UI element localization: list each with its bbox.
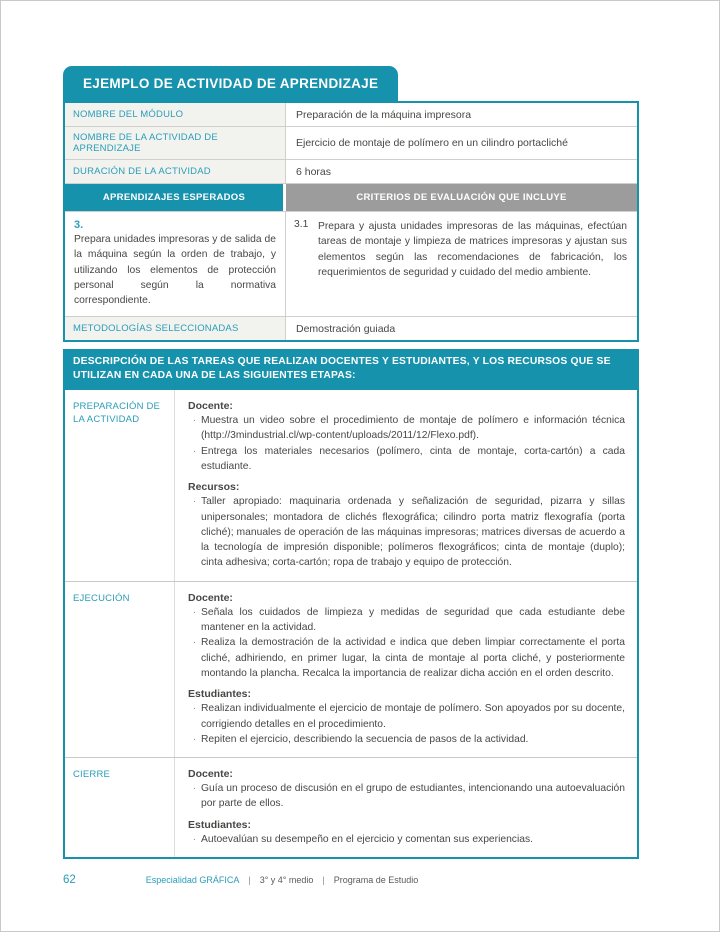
table-row-activity-name [65,127,637,160]
bullet-item [188,605,625,636]
bullet-icon: · [192,606,197,618]
bullet-icon: · [192,445,197,457]
methodologies-value: Demostración guiada [296,322,396,335]
bullet-text: Autoevalúan su desempeño en el ejercicio y comentan sus experiencias. [201,833,533,845]
bullet-icon: · [192,703,197,715]
expected-learning-header: APRENDIZAJES ESPERADOS [65,184,286,211]
bullet-text: Realiza la demostración de la actividad e indica que deben limpiar correctamente el porta cliché, adhiriendo, en primer lugar, la cinta de montaje al porta cliché, y posteriormente montando la plancha. Recalca la importancia de realizar dicha acción en el orden descrito. [201,637,625,679]
activity-info-table [63,101,639,342]
group-heading: Recursos: [188,481,240,494]
table-row-duration [65,160,637,184]
expected-learning-cell [65,212,286,316]
activity-title-tab: EJEMPLO DE ACTIVIDAD DE APRENDIZAJE [63,66,398,101]
module-name-value: Preparación de la máquina impresora [296,108,472,121]
footer-specialty: Especialidad GRÁFICA [145,875,240,885]
group-heading: Docente: [188,591,233,604]
evaluation-criteria-cell [286,212,637,316]
stage-body-execution [175,582,637,757]
footer-program: Programa de Estudio [333,875,419,885]
bullet-text: Taller apropiado: maquinaria ordenada y señalización de seguridad, pizarra y sillas unipersonales; montadora de clichés flexográfica; cilindro porta matriz flexografía (porta cliché); manuales de operación de las máquinas impresoras; matrices diversas de acuerdo a la tecnología de impresión disponible; polímeros flexográficos; cinta de montaje (duplo); cinta adhesiva; corta-cartón; ropa de trabajo y equipo de protección. [201,496,625,569]
evaluation-criteria-header: CRITERIOS DE EVALUACIÓN QUE INCLUYE [286,184,637,211]
bullet-item [188,781,625,812]
group-heading: Docente: [188,400,233,413]
duration-label: DURACIÓN DE LA ACTIVIDAD [65,160,286,183]
bullet-icon: · [192,733,197,745]
stage-row-execution [65,582,637,758]
stage-label-closing: CIERRE [65,758,175,857]
stages-table [63,390,639,859]
stage-row-closing [65,758,637,857]
bullet-item [188,444,625,475]
table-row-methodologies [65,317,637,340]
group-heading: Estudiantes: [188,818,252,831]
activity-document [63,66,639,859]
methodologies-label: METODOLOGÍAS SELECCIONADAS [65,317,286,340]
expected-learning-text: Prepara unidades impresoras y de salida de la máquina según la orden de trabajo, y utilizando los elementos de protección personal según la normativa correspondiente. [74,234,276,307]
stage-body-preparation [175,390,637,581]
bullet-item [188,701,625,732]
bullet-icon: · [192,833,197,845]
bullet-text: Guía un proceso de discusión en el grupo de estudiantes, intencionando una autoevaluación por parte de ellos. [201,783,625,810]
footer-level: 3° y 4° medio [259,875,314,885]
footer-separator: | [322,875,325,885]
footer-text [146,875,419,885]
bullet-icon: · [192,637,197,649]
evaluation-criteria-text: Prepara y ajusta unidades impresoras de las máquinas, efectúan tareas de montaje y limpieza de matrices impresoras y ajustan sus elementos según las recomendaciones de fabricación, los requerimientos de seguridad y cuidado del medio ambiente. [318,221,627,278]
module-name-label: NOMBRE DEL MÓDULO [65,103,286,126]
group-heading: Docente: [188,768,233,781]
duration-value: 6 horas [296,165,332,178]
evaluation-criteria-number: 3.1 [294,219,309,230]
description-banner: DESCRIPCIÓN DE LAS TAREAS QUE REALIZAN DOCENTES Y ESTUDIANTES, Y LOS RECURSOS QUE SE UTILIZAN EN CADA UNA DE LAS SIGUIENTES ETAPAS: [63,349,639,390]
stage-label-execution: EJECUCIÓN [65,582,175,757]
bullet-text: Realizan individualmente el ejercicio de montaje de polímero. Son apoyados por su docente, corrigiendo detalles en el procedimiento. [201,703,625,730]
footer-separator: | [248,875,251,885]
table-row-learning-criteria [65,212,637,317]
table-row-module [65,103,637,127]
bullet-text: Entrega los materiales necesarios (polímero, cinta de montaje, corta-cartón) a cada estudiante. [201,445,625,472]
table-column-headers [65,184,637,212]
bullet-text: Muestra un video sobre el procedimiento de montaje de polímero e información técnica (http://3mindustrial.cl/wp-content/uploads/2011/12/Flexo.pdf). [201,415,625,442]
bullet-item [188,494,625,570]
expected-learning-number: 3. [74,219,84,231]
activity-name-value: Ejercicio de montaje de polímero en un cilindro portacliché [296,137,568,149]
page-footer [63,874,639,886]
group-heading: Estudiantes: [188,688,252,701]
bullet-icon: · [192,496,197,508]
bullet-text: Señala los cuidados de limpieza y medidas de seguridad que cada estudiante debe mantener en la actividad. [201,606,625,634]
bullet-text: Repiten el ejercicio, describiendo la secuencia de pasos de la actividad. [201,733,529,745]
bullet-item [188,635,625,681]
bullet-item [188,732,625,747]
bullet-item [188,832,625,847]
bullet-item [188,413,625,444]
bullet-icon: · [192,783,197,795]
stage-body-closing [175,758,637,857]
bullet-icon: · [192,415,197,427]
stage-label-preparation: PREPARACIÓN DE LA ACTIVIDAD [65,390,175,581]
activity-name-label: NOMBRE DE LA ACTIVIDAD DE APRENDIZAJE [65,127,286,159]
stage-row-preparation [65,390,637,582]
page-number: 62 [63,874,76,886]
